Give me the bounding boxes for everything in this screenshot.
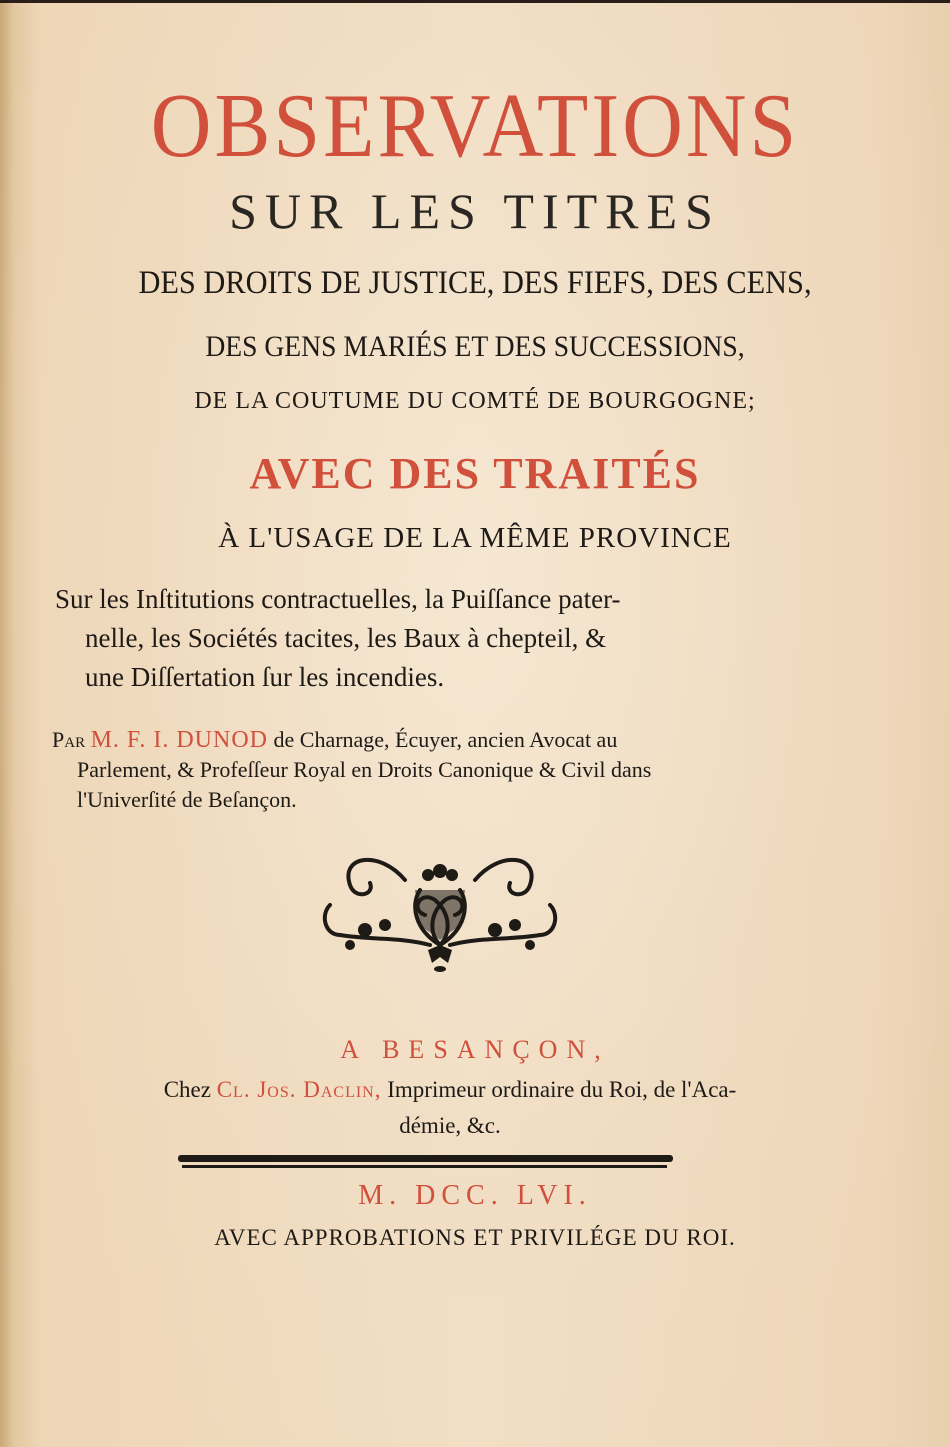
- title-line-4: DES GENS MARIÉS ET DES SUCCESSIONS,: [205, 330, 745, 363]
- description-line-3: une Diſſertation ſur les incendies.: [85, 662, 445, 692]
- page-edge: [0, 0, 950, 3]
- rule-thin: [182, 1165, 667, 1168]
- title-line-7: À L'USAGE DE LA MÊME PROVINCE: [218, 522, 732, 554]
- imprint-line-1: [50, 1072, 850, 1108]
- ornament-vignette-icon: [310, 845, 570, 975]
- main-title: OBSERVATIONS: [150, 76, 800, 177]
- publication-year: M. DCC. LVI.: [358, 1180, 592, 1211]
- imprint-line-1-rest: Imprimeur ordinaire du Roi, de l'Aca-: [381, 1077, 737, 1102]
- author-name: M. F. I. DUNOD: [90, 727, 268, 753]
- description-line-1: Sur les Inſtitutions contractuelles, la Puiſſance pater-: [55, 584, 621, 614]
- imprint-place: A BESANÇON,: [340, 1035, 610, 1064]
- description: [55, 580, 825, 697]
- imprint-printer: [50, 1072, 850, 1144]
- title-line-5: DE LA COUTUME DU COMTÉ DE BOURGOGNE;: [194, 388, 756, 414]
- author-line-2: Parlement, & Profeſſeur Royal en Droits Canonique & Civil dans: [77, 757, 652, 782]
- author-line-1-rest: de Charnage, Écuyer, ancien Avocat au: [268, 727, 618, 752]
- rule-thick: [178, 1155, 673, 1162]
- description-line-2: nelle, les Sociétés tacites, les Baux à chepteil, &: [85, 623, 607, 653]
- title-line-3: DES DROITS DE JUSTICE, DES FIEFS, DES CENS,: [138, 265, 812, 301]
- privilege-line: AVEC APPROBATIONS ET PRIVILÉGE DU ROI.: [214, 1225, 736, 1250]
- title-line-6: AVEC DES TRAITÉS: [249, 449, 701, 498]
- imprint-line-2: démie, &c.: [399, 1113, 501, 1138]
- author-block: [52, 725, 832, 815]
- printer-name: Cl. Jos. Daclin,: [216, 1077, 382, 1102]
- subtitle: SUR LES TITRES: [229, 183, 721, 239]
- author-line-3: l'Univerſité de Beſançon.: [77, 787, 297, 812]
- imprint-chez: Chez: [163, 1077, 217, 1102]
- author-line-1: [52, 727, 617, 752]
- author-prefix: Par: [52, 727, 91, 752]
- double-rule-divider: [178, 1155, 673, 1169]
